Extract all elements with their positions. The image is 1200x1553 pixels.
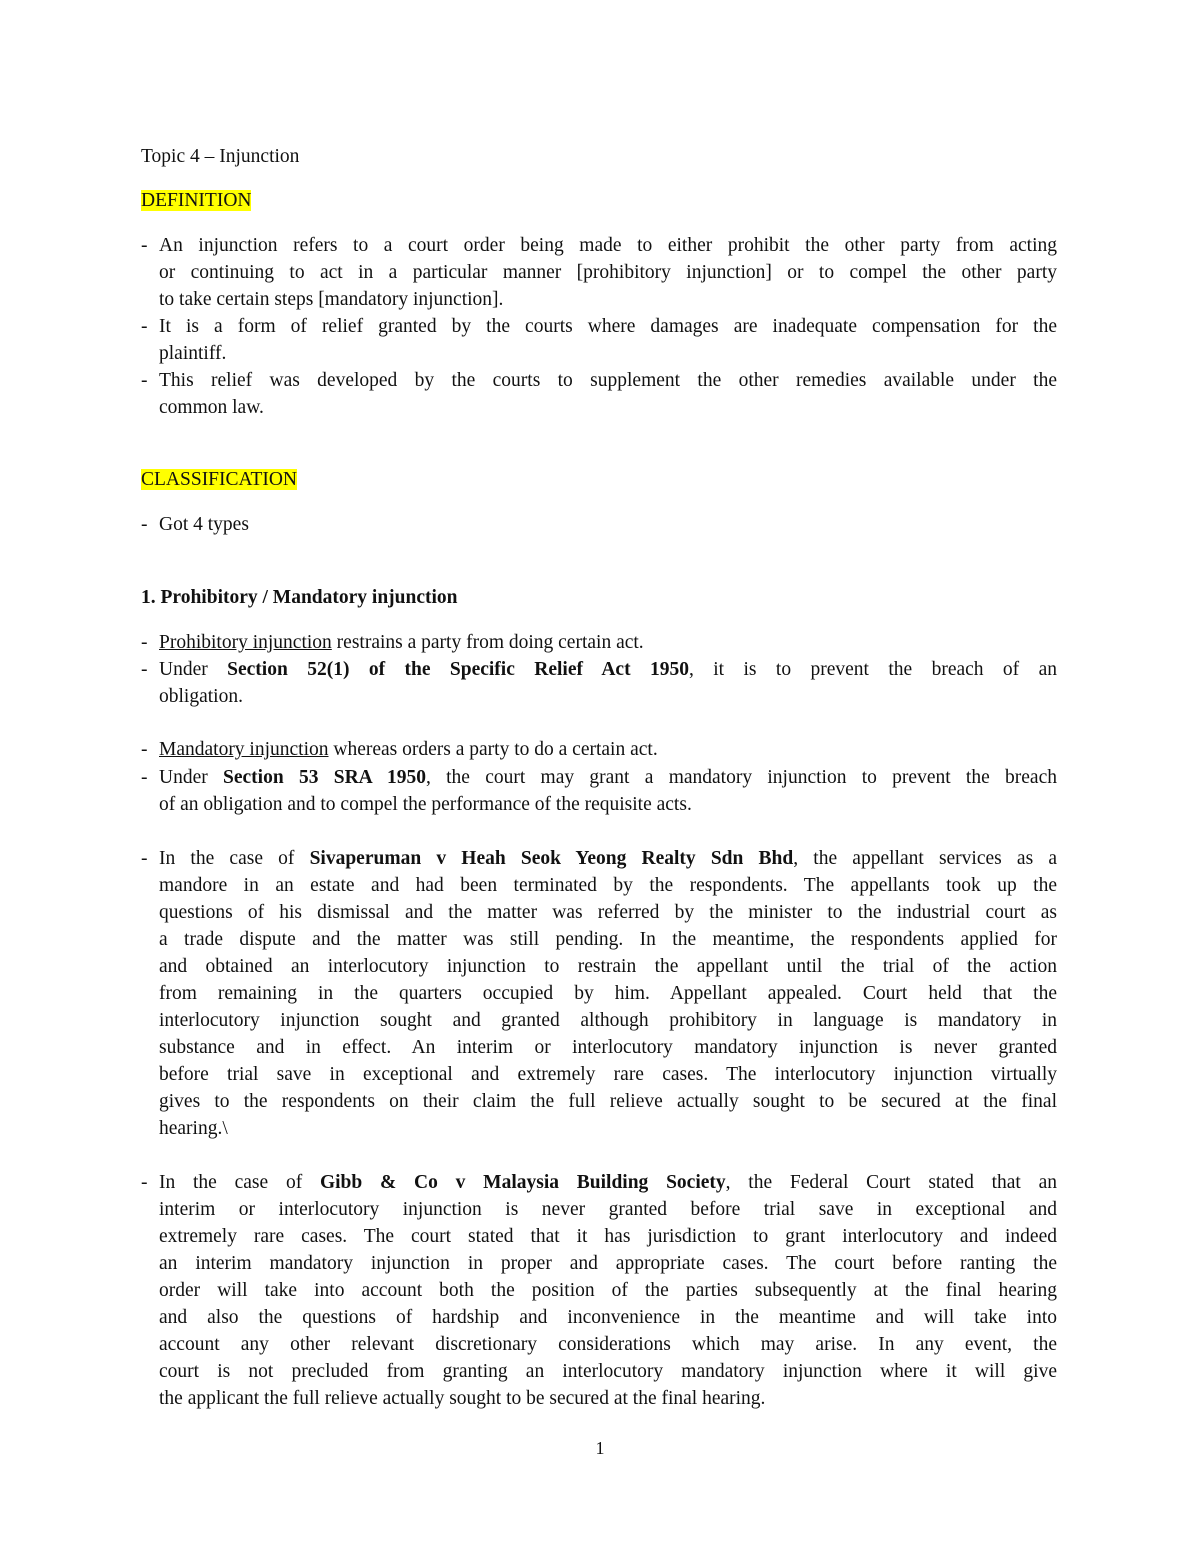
case-2-line: an interim mandatory injunction in proper and appropriate cases. The court before ranting the — [159, 1253, 1057, 1274]
classification-bullet: Got 4 types — [159, 514, 249, 535]
case-2-line: court is not precluded from granting an interlocutory mandatory injunction where it will give — [159, 1361, 1057, 1382]
bullet-dash: - — [141, 514, 148, 535]
bullet-dash: - — [141, 739, 148, 760]
case-1-line: a trade dispute and the matter was still pending. In the meantime, the respondents applied for — [159, 929, 1057, 950]
section-1-heading — [141, 584, 458, 611]
section-52-line-1 — [159, 656, 1057, 683]
section-53-citation: Section 53 SRA 1950 — [223, 767, 426, 788]
definition-bullet-1-line-1: An injunction refers to a court order being made to either prohibit the other party from acting — [159, 235, 1057, 256]
definition-heading-text: DEFINITION — [141, 190, 252, 211]
classification-heading-text: CLASSIFICATION — [141, 469, 298, 490]
case-2-line-1 — [159, 1169, 1057, 1196]
bullet-dash: - — [141, 848, 148, 869]
section-53-line-2: of an obligation and to compel the performance of the requisite acts. — [159, 794, 692, 815]
case-1-line-1 — [159, 845, 1057, 872]
prohibitory-term: Prohibitory injunction — [159, 632, 332, 653]
prohibitory-bullet — [159, 629, 1057, 656]
definition-bullet-3-line-2: common law. — [159, 397, 264, 418]
case-1-pre: In the case of — [159, 848, 310, 869]
bullet-dash: - — [141, 370, 148, 391]
mandatory-bullet — [159, 736, 1057, 763]
case-2-line: order will take into account both the position of the parties subsequently at the final hearing — [159, 1280, 1057, 1301]
case-2-line: interim or interlocutory injunction is never granted before trial save in exceptional and — [159, 1199, 1057, 1220]
case-2-line: extremely rare cases. The court stated that it has jurisdiction to grant interlocutory and indeed — [159, 1226, 1057, 1247]
case-1-line: interlocutory injunction sought and granted although prohibitory in language is mandatory in — [159, 1010, 1057, 1031]
classification-heading — [141, 466, 297, 493]
case-1-line: questions of his dismissal and the matter was referred by the minister to the industrial court as — [159, 902, 1057, 923]
page-number: 1 — [595, 1438, 605, 1458]
bullet-dash: - — [141, 767, 148, 788]
bullet-dash: - — [141, 659, 148, 680]
case-2-line: account any other relevant discretionary considerations which may arise. In any event, the — [159, 1334, 1057, 1355]
case-2-line: and also the questions of hardship and inconvenience in the meantime and will take into — [159, 1307, 1057, 1328]
definition-bullet-1-line-3: to take certain steps [mandatory injunction]. — [159, 289, 504, 310]
case-1-name: Sivaperuman v Heah Seok Yeong Realty Sdn Bhd — [309, 848, 794, 869]
case-2-pre: In the case of — [159, 1172, 320, 1193]
definition-heading — [141, 187, 251, 214]
case-1-line: before trial save in exceptional and extremely rare cases. The interlocutory injunction virtually — [159, 1064, 1057, 1085]
section-52-post: , it is to prevent the breach of an — [688, 659, 1057, 680]
mandatory-term: Mandatory injunction — [159, 739, 329, 760]
case-2-name: Gibb & Co v Malaysia Building Society — [319, 1172, 726, 1193]
case-2-post: , the Federal Court stated that an — [725, 1172, 1057, 1193]
definition-bullet-3-line-1: This relief was developed by the courts to supplement the other remedies available under the — [159, 370, 1057, 391]
definition-bullet-2-line-2: plaintiff. — [159, 343, 227, 364]
section-1-heading-text: 1. Prohibitory / Mandatory injunction — [141, 587, 458, 608]
page-title: Topic 4 – Injunction — [141, 146, 300, 167]
bullet-dash: - — [141, 632, 148, 653]
case-2-line: the applicant the full relieve actually sought to be secured at the final hearing. — [159, 1388, 766, 1409]
section-53-pre: Under — [159, 767, 224, 788]
section-52-line-2: obligation. — [159, 686, 243, 707]
bullet-dash: - — [141, 1172, 148, 1193]
case-1-line: substance and in effect. An interim or interlocutory mandatory injunction is never granted — [159, 1037, 1057, 1058]
case-1-line: mandore in an estate and had been terminated by the respondents. The appellants took up the — [159, 875, 1057, 896]
bullet-dash: - — [141, 316, 148, 337]
definition-bullet-1-line-2: or continuing to act in a particular manner [prohibitory injunction] or to compel the other party — [159, 262, 1057, 283]
definition-bullet-2-line-1: It is a form of relief granted by the courts where damages are inadequate compensation for the — [159, 316, 1057, 337]
mandatory-text: whereas orders a party to do a certain act. — [328, 739, 658, 760]
case-1-line: gives to the respondents on their claim the full relieve actually sought to be secured at the final — [159, 1091, 1057, 1112]
section-52-pre: Under — [159, 659, 228, 680]
bullet-dash: - — [141, 235, 148, 256]
prohibitory-text: restrains a party from doing certain act. — [331, 632, 644, 653]
section-52-citation: Section 52(1) of the Specific Relief Act 1950 — [227, 659, 689, 680]
section-53-line-1 — [159, 764, 1057, 791]
case-1-post: , the appellant services as a — [793, 848, 1057, 869]
case-1-line: hearing.\ — [159, 1118, 228, 1139]
case-1-line: and obtained an interlocutory injunction to restrain the appellant until the trial of the action — [159, 956, 1057, 977]
case-1-line: from remaining in the quarters occupied by him. Appellant appealed. Court held that the — [159, 983, 1057, 1004]
section-53-post: , the court may grant a mandatory injunction to prevent the breach — [425, 767, 1057, 788]
